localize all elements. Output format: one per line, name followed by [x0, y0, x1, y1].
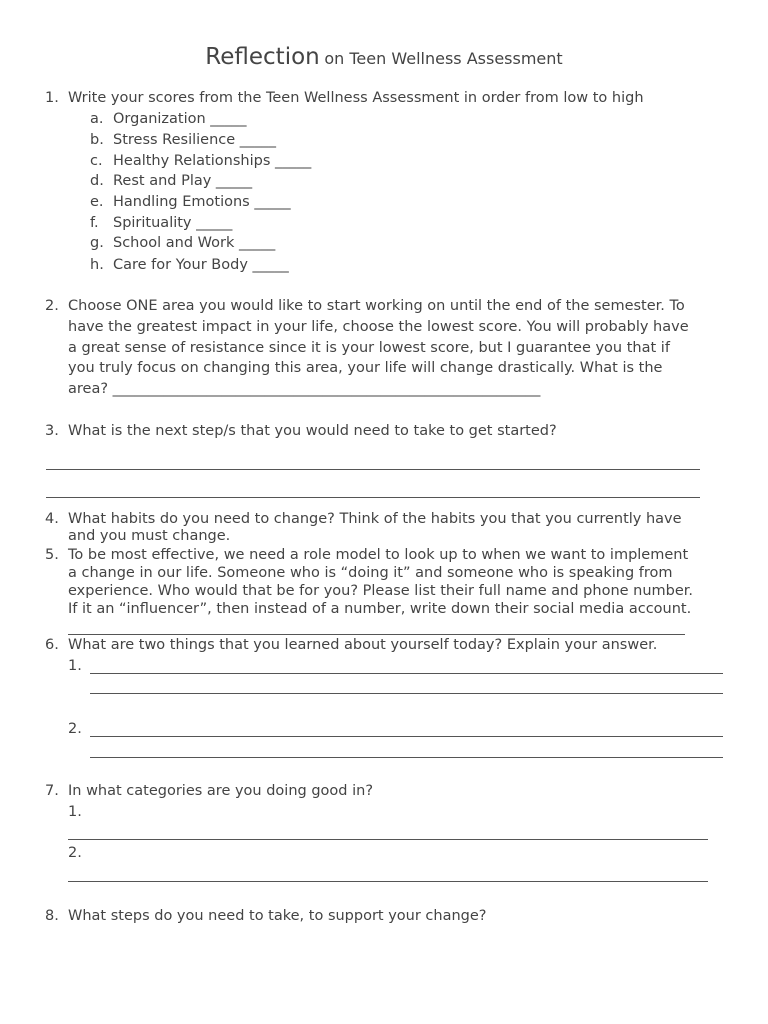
question-number: 1. [45, 90, 59, 106]
score-item: Healthy Relationships _____ [113, 153, 312, 169]
page-title [0, 44, 768, 70]
item-letter: c. [90, 153, 103, 169]
question-text-line: a change in our life. Someone who is “doing it” and someone who is speaking from [68, 565, 673, 581]
answer-number: 1. [68, 658, 82, 674]
answer-line[interactable] [68, 839, 708, 840]
question-text-line: you truly focus on changing this area, your life will change drastically. What is the [68, 360, 663, 376]
question-text-line: To be most effective, we need a role model to look up to when we want to implement [68, 547, 689, 563]
answer-line[interactable] [90, 693, 723, 694]
score-item: Spirituality _____ [113, 215, 233, 231]
question-number: 2. [45, 298, 59, 314]
answer-number: 2. [68, 845, 82, 861]
item-letter: e. [90, 194, 104, 210]
answer-number: 1. [68, 804, 82, 820]
question-text-line: have the greatest impact in your life, choose the lowest score. You will probably have [68, 319, 689, 335]
question-number: 5. [45, 547, 59, 563]
title-sub: on Teen Wellness Assessment [324, 49, 563, 68]
question-number: 3. [45, 423, 59, 439]
answer-line[interactable] [46, 497, 700, 498]
item-letter: h. [90, 257, 104, 273]
score-item: School and Work _____ [113, 235, 276, 251]
score-item: Stress Resilience _____ [113, 132, 277, 148]
score-item: Rest and Play _____ [113, 173, 253, 189]
question-text: In what categories are you doing good in? [68, 783, 374, 799]
item-letter: a. [90, 111, 104, 127]
question-text-line: Choose ONE area you would like to start working on until the end of the semester. To [68, 298, 685, 314]
question-text: What steps do you need to take, to support your change? [68, 908, 487, 924]
item-letter: b. [90, 132, 104, 148]
answer-line[interactable] [90, 757, 723, 758]
question-text-line: What habits do you need to change? Think of the habits you that you currently have [68, 511, 682, 527]
answer-line[interactable] [90, 673, 723, 674]
question-text-line: area? ___________________________________________________________ [68, 381, 541, 397]
question-text: What is the next step/s that you would need to take to get started? [68, 423, 557, 439]
question-number: 4. [45, 511, 59, 527]
item-letter: f. [90, 215, 99, 231]
answer-line[interactable] [90, 736, 723, 737]
answer-number: 2. [68, 721, 82, 737]
question-text: Write your scores from the Teen Wellness Assessment in order from low to high [68, 90, 644, 106]
question-text-line: experience. Who would that be for you? Please list their full name and phone number. [68, 583, 694, 599]
score-item: Care for Your Body _____ [113, 257, 289, 273]
question-number: 7. [45, 783, 59, 799]
question-number: 6. [45, 637, 59, 653]
question-text-line: a great sense of resistance since it is your lowest score, but I guarantee you that if [68, 340, 670, 356]
question-number: 8. [45, 908, 59, 924]
title-main: Reflection [205, 44, 320, 70]
question-text-line: If it an “influencer”, then instead of a number, write down their social media account. [68, 601, 692, 617]
score-item: Organization _____ [113, 111, 247, 127]
answer-line[interactable] [68, 881, 708, 882]
question-text-line: and you must change. [68, 528, 231, 544]
score-item: Handling Emotions _____ [113, 194, 291, 210]
question-text: What are two things that you learned about yourself today? Explain your answer. [68, 637, 658, 653]
answer-line[interactable] [46, 469, 700, 470]
answer-line[interactable] [68, 634, 685, 635]
item-letter: g. [90, 235, 104, 251]
item-letter: d. [90, 173, 104, 189]
